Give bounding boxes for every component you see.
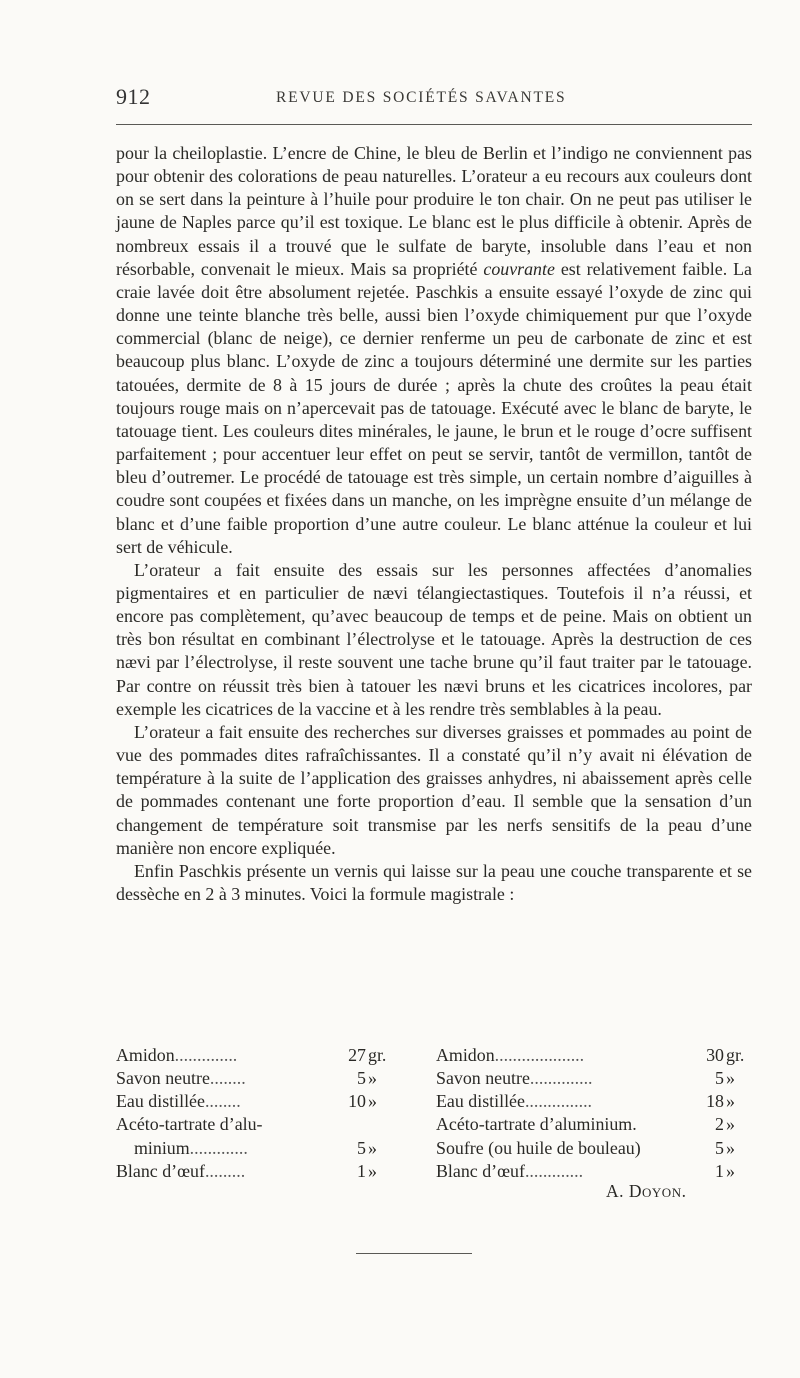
dot-leader: ........ <box>204 1091 241 1112</box>
formula-row <box>436 1090 752 1113</box>
formula-row <box>436 1067 752 1090</box>
ingredient-quantity: 1 <box>357 1160 366 1181</box>
ingredient-label: Savon neutre <box>436 1068 530 1089</box>
ingredient-label: Blanc d’œuf <box>116 1160 205 1181</box>
header-rule <box>116 124 752 125</box>
formula-row <box>436 1137 752 1160</box>
ingredient-label: Eau distillée <box>436 1091 525 1112</box>
ingredient-unit: gr. <box>368 1045 387 1065</box>
ingredient-quantity: 30 <box>706 1045 724 1065</box>
dot-leader: ......... <box>204 1160 246 1181</box>
ingredient-name <box>116 1113 263 1136</box>
dot-leader: ............... <box>524 1091 593 1112</box>
ingredient-label: Soufre (ou huile de bouleau) <box>436 1137 641 1158</box>
signature-surname: OYON <box>642 1185 682 1200</box>
ingredient-label: Blanc d’œuf <box>436 1160 525 1181</box>
paragraph <box>116 721 752 860</box>
ingredient-unit: » <box>368 1068 377 1089</box>
paragraph <box>116 860 752 906</box>
signature-period: . <box>681 1181 687 1201</box>
formula-row <box>116 1137 394 1160</box>
formula-row <box>116 1067 394 1090</box>
formula-left-column <box>116 1044 394 1183</box>
ingredient-unit: » <box>726 1068 735 1089</box>
page-header <box>116 84 752 114</box>
ingredient-quantity: 5 <box>357 1068 366 1089</box>
ingredient-quantity: 2 <box>715 1114 724 1135</box>
article-body <box>116 142 752 906</box>
ingredient-quantity: 27 <box>348 1045 366 1065</box>
ingredient-unit: » <box>726 1137 735 1158</box>
ingredient-name <box>116 1160 245 1183</box>
ingredient-unit: » <box>726 1114 735 1135</box>
dot-leader: .............. <box>174 1045 238 1065</box>
text-run: pour la cheiloplastie. L’encre de Chine, le bleu de Berlin et l’indigo ne conviennent pas pour obtenir des colorations de peau naturelles. L’orateur a eu recours aux couleurs dont on se sert dans la peinture à l’huile pour produire le ton chair. On ne peut pas utiliser le jaune de Naples parce qu’il est toxique. Le blanc est le plus difficile à obtenir. Après de nombreux essais il a trouvé que le sulfate de baryte, insoluble dans l’eau et non résorbable, convenait le mieux. Mais sa propriété <box>116 143 752 279</box>
dot-leader: ........ <box>209 1068 246 1089</box>
dot-leader: ............. <box>524 1160 584 1181</box>
italic-term: couvrante <box>483 258 555 279</box>
formula-row <box>116 1160 394 1183</box>
ingredient-unit: » <box>368 1160 377 1181</box>
page-number: 912 <box>116 84 151 109</box>
ingredient-label: Eau distillée <box>116 1091 205 1112</box>
ingredient-quantity: 18 <box>706 1091 724 1112</box>
formula-row <box>116 1044 394 1067</box>
ingredient-name <box>116 1090 241 1113</box>
ingredient-unit: » <box>368 1137 377 1158</box>
ingredient-name <box>116 1044 237 1067</box>
ingredient-quantity: 1 <box>715 1160 724 1181</box>
ingredient-name <box>436 1113 637 1136</box>
paragraph <box>116 559 752 721</box>
ingredient-quantity: 10 <box>348 1091 366 1112</box>
ingredient-label: Acéto-tartrate d’alu- <box>116 1114 263 1135</box>
formula-row <box>436 1044 752 1067</box>
text-run: est relativement faible. La craie lavée doit être absolument rejetée. Paschkis a ensuite essayé l’oxyde de zinc qui donne une teinte blanche très belle, aussi bien l’oxyde chimiquement pur que l’oxyde commercial (blanc de neige), ce dernier renferme un peu de carbonate de zinc et est beaucoup plus blanc. L’oxyde de zinc a toujours déterminé une dermite sur les parties tatouées, dermite de 8 à 15 jours de durée ; après la chute des croûtes la peau était toujours rouge mais on n’apercevait pas de tatouage. Exécuté avec le blanc de baryte, le tatouage tient. Les couleurs dites minérales, le jaune, le brun et le rouge d’ocre suffisent parfaitement ; pour accentuer leur effet on peut se servir, tantôt de vermillon, tantôt de bleu d’outremer. Le procédé de tatouage est très simple, un certain nombre d’aiguilles à coudre sont coupées et fixées dans un manche, on les imprègne ensuite d’un mélange de blanc et d’une faible proportion d’une autre couleur. Le blanc atténue la couleur et lui sert de véhicule. <box>116 258 752 557</box>
ingredient-name <box>436 1090 592 1113</box>
text-run: L’orateur a fait ensuite des recherches sur diverses graisses et pommades au point de vue des pommades dites rafraîchissantes. Il a constaté qu’il n’y avait ni élévation de température à la suite de l’application des graisses anhydres, ni abaissement après celle de pommades contenant une forte proportion d’eau. Il semble que la sensation d’un changement de température soit transmise par les nerfs sensitifs de la peau d’une manière non encore expliquée. <box>116 721 752 858</box>
dot-leader: .................... <box>494 1045 585 1065</box>
ingredient-name <box>134 1137 248 1160</box>
formula-row <box>436 1113 752 1136</box>
running-title: REVUE DES SOCIÉTÉS SAVANTES <box>276 89 567 106</box>
signature-initial: A. D <box>606 1181 643 1201</box>
text-run: Enfin Paschkis présente un vernis qui laisse sur la peau une couche transparente et se dessèche en 2 à 3 minutes. Voici la formule magistrale : <box>116 860 752 904</box>
ingredient-quantity: 5 <box>715 1068 724 1089</box>
ingredient-label: Amidon <box>436 1045 495 1065</box>
ingredient-unit: » <box>726 1091 735 1112</box>
formula-row <box>116 1090 394 1113</box>
text-run: L’orateur a fait ensuite des essais sur les personnes affectées d’anomalies pigmentaires et en particulier de nævi télangiectastiques. Toutefois il n’a réussi, et encore pas complètement, qu’avec beaucoup de temps et de peine. Mais on obtient un très bon résultat en combinant l’électrolyse et le tatouage. Après la destruction de ces nævi par l’électrolyse, il reste souvent une tache brune qu’il faut traiter par le tatouage. Par contre on réussit très bien à tatouer les nævi bruns et les cicatrices incolores, par exemple les cicatrices de la vaccine et à les rendre très semblables à la peau. <box>116 559 752 719</box>
paragraph <box>116 142 752 559</box>
ingredient-quantity: 5 <box>715 1137 724 1158</box>
ingredient-label: minium <box>134 1137 190 1158</box>
author-signature <box>606 1181 686 1202</box>
ingredient-name <box>436 1160 583 1183</box>
ingredient-name <box>436 1044 584 1067</box>
ingredient-quantity: 5 <box>357 1137 366 1158</box>
ingredient-name <box>116 1067 246 1090</box>
formula-right-column <box>436 1044 752 1183</box>
ingredient-unit: gr. <box>726 1045 745 1065</box>
formula-row <box>436 1160 752 1183</box>
dot-leader: .............. <box>529 1068 593 1089</box>
formula-row <box>116 1113 394 1136</box>
ingredient-label: Acéto-tartrate d’aluminium. <box>436 1114 637 1135</box>
ingredient-unit: » <box>368 1091 377 1112</box>
ingredient-label: Savon neutre <box>116 1068 210 1089</box>
ingredient-name <box>436 1067 593 1090</box>
end-rule <box>356 1253 472 1254</box>
ingredient-unit: » <box>726 1160 735 1181</box>
dot-leader: ............. <box>189 1137 248 1158</box>
ingredient-name <box>436 1137 641 1160</box>
ingredient-label: Amidon <box>116 1045 175 1065</box>
